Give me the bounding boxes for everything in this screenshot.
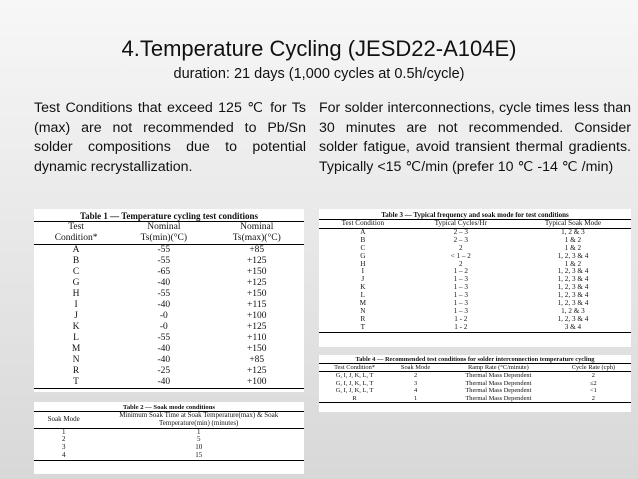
table3-cell: 1 – 3 (453, 275, 468, 284)
table3-cell: 1 – 3 (453, 291, 468, 300)
table2-cell: 2 (61, 435, 66, 444)
table2-row (34, 444, 304, 452)
table4-cell: Thermal Mass Dependent (465, 379, 532, 387)
table1-cell: K (72, 321, 80, 332)
table2-cell: 1 (61, 427, 66, 436)
table1-header-cell: Ts(min)(°C) (118, 233, 209, 244)
table4-cell: 1 (390, 395, 441, 403)
table1-cell: L (73, 332, 79, 343)
table1-cell: +85 (249, 244, 265, 255)
slide-title: 4.Temperature Cycling (JESD22-A104E) (121, 36, 517, 61)
table1-header-row (34, 222, 304, 234)
table3-cell: N (360, 306, 366, 315)
table3-cell: C (360, 243, 366, 252)
table4-cell: G, I, J, K, L, T (335, 387, 374, 395)
table1-cell: R (72, 365, 80, 376)
table1-header-cell: Nominal (118, 222, 209, 234)
table1-cell: +125 (246, 365, 267, 376)
table1-cell: -0 (159, 321, 168, 332)
table1-cell: +110 (247, 332, 267, 343)
table2-cell: 3 (61, 443, 66, 452)
right-paragraph: For solder interconnections, cycle times less than 30 minutes are not recommended. Consider solder fatigue, avoid transient thermal gradients. Typically <15 ℃/min (prefer 10 ℃ -14 ℃ /min) (319, 100, 631, 175)
table2-body (34, 428, 304, 460)
table1-row (34, 322, 304, 333)
table4-cell: 2 (591, 372, 595, 380)
table1-row (34, 300, 304, 311)
table3-cell: H (360, 259, 366, 268)
table1-row (34, 355, 304, 366)
table4-cell: Thermal Mass Dependent (441, 395, 556, 403)
table1-cell: I (74, 299, 78, 310)
table1-cell: +100 (210, 377, 304, 389)
table1-row (34, 344, 304, 355)
table4-row (319, 387, 631, 394)
table1-header-cell: Nominal (210, 222, 304, 234)
table1-grid (34, 221, 304, 389)
table1-cell: -55 (157, 255, 171, 266)
table1-cell: +150 (246, 343, 267, 354)
table3-cell: 2 (458, 259, 463, 268)
table2-caption: Table 2 — Soak mode conditions (123, 404, 215, 411)
table4-cell: 4 (413, 387, 418, 395)
table1-cell: +125 (246, 277, 267, 288)
table3-cell: 1 - 2 (407, 324, 515, 332)
table1-cell: -0 (159, 310, 168, 321)
table2-header-row (34, 412, 304, 429)
table1-header-cell: Test (34, 222, 118, 234)
table3-cell: 1 & 2 (564, 243, 582, 252)
table4-header-row (319, 364, 631, 372)
table3-grid (319, 219, 631, 333)
table1-cell: H (72, 288, 80, 299)
table1-cell: +125 (246, 321, 267, 332)
table3-cell: 1 & 2 (564, 235, 582, 244)
table1-cell: -40 (157, 343, 171, 354)
table1-cell: -40 (157, 354, 171, 365)
table3-cell: 1, 2, 3 & 4 (557, 314, 589, 323)
table1-row (34, 333, 304, 344)
table4-cell: <1 (589, 387, 597, 395)
table3-cell: 1 – 3 (453, 306, 468, 315)
table1-cell: -40 (157, 277, 171, 288)
table1-row (34, 366, 304, 377)
table3-body (319, 228, 631, 332)
table3-cell: 2 – 3 (453, 227, 468, 236)
table1-header-cell: Ts(max)(°C) (210, 233, 304, 244)
table4-row (319, 372, 631, 380)
table3-cell: M (359, 299, 367, 308)
table1-cell: G (72, 277, 80, 288)
table1-row (34, 289, 304, 300)
table4-body (319, 372, 631, 403)
table2-soak-mode-conditions (34, 402, 304, 474)
table4-row (319, 380, 631, 387)
table3-cell: 1 & 2 (564, 259, 582, 268)
table3-cell: B (360, 235, 366, 244)
table1-cell: C (72, 266, 80, 277)
table4-row (319, 395, 631, 403)
table2-cell: 15 (93, 452, 304, 460)
table1-caption: Table 1 — Temperature cycling test conditions (79, 211, 258, 221)
table4-cell: 2 (413, 372, 418, 380)
table4-cell: Thermal Mass Dependent (465, 387, 532, 395)
table4-cell: Thermal Mass Dependent (465, 372, 532, 380)
table1-cell: -65 (157, 266, 171, 277)
table2-row (34, 428, 304, 436)
table3-cell: 1 – 2 (453, 267, 468, 276)
table3-cell: 1, 2, 3 & 4 (557, 299, 589, 308)
table3-cell: L (360, 291, 366, 300)
table1-header-cell: Condition* (34, 233, 118, 244)
table1-cell: +115 (247, 299, 267, 310)
table1-cell: B (72, 255, 80, 266)
table1-header-row (34, 233, 304, 244)
table3-cell: < 1 – 2 (450, 251, 471, 260)
table2-cell: 1 (196, 427, 201, 436)
table3-row (319, 324, 631, 332)
table1-cell: -25 (157, 365, 171, 376)
table3-cell: 2 – 3 (453, 235, 468, 244)
table4-header-cell: Cycle Rate (cph) (556, 364, 631, 372)
table2-header-cell: Soak Mode (34, 412, 93, 429)
table4-cell: G, I, J, K, L, T (335, 372, 374, 380)
table1-cell: +150 (246, 288, 267, 299)
table4-cell: R (319, 395, 390, 403)
table1-cell: T (34, 377, 118, 389)
left-paragraph: Test Conditions that exceed 125 ℃ for Ts (max) are not recommended to Pb/Sn solder compositions due to potential dynamic recrystallization. (34, 100, 306, 175)
table3-cell: 1, 2, 3 & 4 (557, 251, 589, 260)
table1-cell: +125 (246, 255, 267, 266)
table3-row (319, 316, 631, 324)
table4-grid (319, 363, 631, 403)
slide-subtitle: duration: 21 days (1,000 cycles at 0.5h/cycle) (173, 66, 465, 82)
table3-typical-frequency-soak (319, 209, 631, 347)
table3-cell: 1 – 3 (453, 299, 468, 308)
table2-cell: 4 (34, 452, 93, 460)
table4-caption: Table 4 — Recommended test conditions for solder interconnection temperature cycling (355, 356, 595, 363)
table3-header-cell: Typical Cycles/Hr (407, 220, 515, 229)
table3-cell: 1, 2, 3 & 4 (557, 275, 589, 284)
table1-row (34, 377, 304, 389)
table3-cell: 1, 2 & 3 (561, 306, 585, 315)
table1-cell: A (72, 244, 80, 255)
table1-cell: J (74, 310, 78, 321)
table1-cell: -55 (157, 332, 171, 343)
table1-cell: N (72, 354, 80, 365)
table2-row (34, 452, 304, 460)
table2-grid (34, 411, 304, 461)
table3-cell: A (360, 227, 366, 236)
table3-cell: R (360, 314, 366, 323)
table2-row (34, 436, 304, 444)
table1-row (34, 278, 304, 289)
table3-cell: J (361, 275, 365, 284)
table4-header-cell: Soak Mode (390, 364, 441, 372)
table3-cell: 2 (458, 243, 463, 252)
table2-cell: 10 (195, 443, 203, 452)
table2-header-cell: Minimum Soak Time at Soak Temperature(max) & Soak Temperature(min) (minutes) (93, 412, 304, 429)
table1-row (34, 267, 304, 278)
table1-cell: -55 (157, 244, 171, 255)
table3-cell: 3 & 4 (515, 324, 631, 332)
table3-cell: 1, 2, 3 & 4 (557, 291, 589, 300)
table3-cell: I (361, 267, 365, 276)
table3-cell: 1 – 3 (453, 283, 468, 292)
table1-cell: -55 (157, 288, 171, 299)
table1-body (34, 244, 304, 388)
table4-recommended-conditions (319, 355, 631, 412)
table3-row (319, 228, 631, 236)
table3-cell: T (319, 324, 407, 332)
table4-cell: 3 (413, 379, 418, 387)
table1-cell: +85 (249, 354, 265, 365)
table4-cell: 2 (556, 395, 631, 403)
table1-cell: -40 (157, 299, 171, 310)
table3-header-cell: Test Condition (319, 220, 407, 229)
table4-cell: G, I, J, K, L, T (335, 379, 374, 387)
table4-cell: ≤2 (590, 379, 597, 387)
table3-caption: Table 3 — Typical frequency and soak mode for test conditions (381, 211, 569, 219)
table3-cell: 1, 2 & 3 (561, 227, 585, 236)
table3-cell: 1 - 2 (454, 314, 468, 323)
table1-cell: +150 (246, 266, 267, 277)
table3-row (319, 253, 631, 261)
table2-cell: 5 (196, 435, 201, 444)
table1-row (34, 256, 304, 267)
table3-header-cell: Typical Soak Mode (515, 220, 631, 229)
table4-header-cell: Ramp Rate (°C/minute) (441, 364, 556, 372)
table3-cell: 1, 2, 3 & 4 (557, 283, 589, 292)
table1-row (34, 311, 304, 322)
table3-cell: 1, 2, 3 & 4 (557, 267, 589, 276)
table1-cell: -40 (118, 377, 209, 389)
table4-header-cell: Test Condition* (319, 364, 390, 372)
table1-cell: M (71, 343, 81, 354)
table1-row (34, 244, 304, 256)
table1-temperature-cycling-conditions (34, 209, 304, 392)
table1-cell: +100 (246, 310, 267, 321)
table3-row (319, 237, 631, 245)
table3-cell: K (360, 283, 366, 292)
table3-cell: G (360, 251, 366, 260)
